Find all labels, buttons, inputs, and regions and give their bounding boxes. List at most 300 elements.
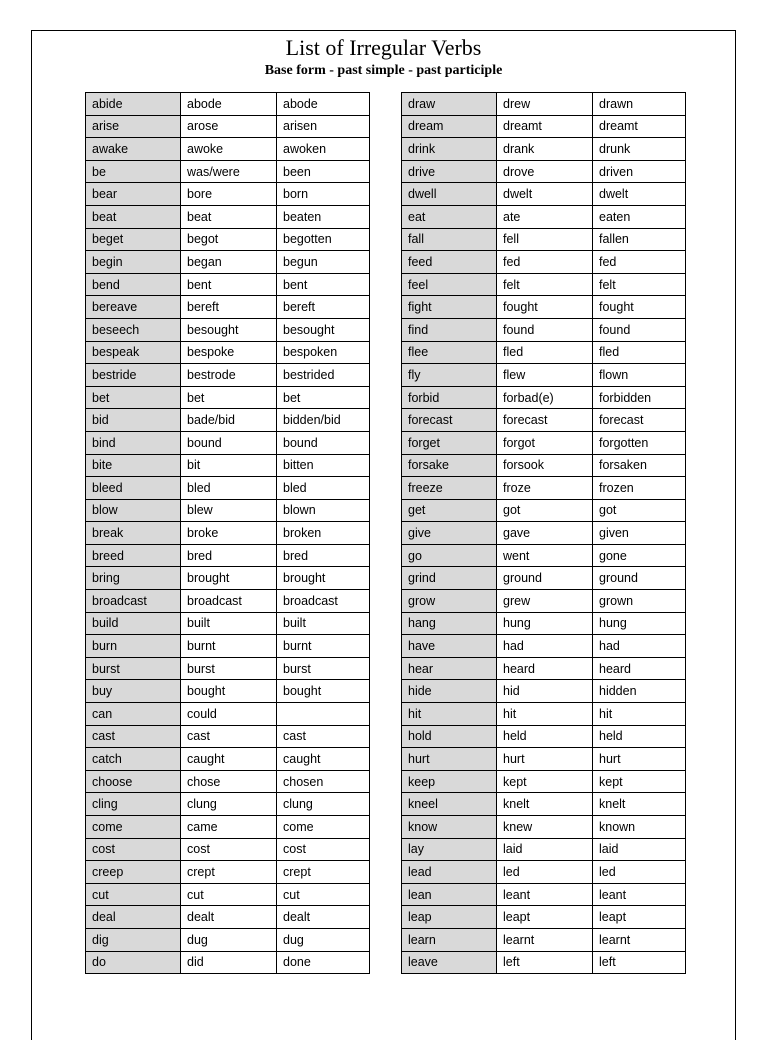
table-row xyxy=(402,816,686,839)
base-form-cell: forbid xyxy=(402,386,497,409)
table-row xyxy=(86,93,370,116)
base-form-cell: leap xyxy=(402,906,497,929)
past-participle-cell: drunk xyxy=(593,138,686,161)
base-form-cell: broadcast xyxy=(86,590,181,613)
table-row xyxy=(402,205,686,228)
past-participle-cell: bereft xyxy=(277,296,370,319)
past-simple-cell: learnt xyxy=(497,928,593,951)
base-form-cell: forecast xyxy=(402,409,497,432)
table-row xyxy=(86,816,370,839)
table-row xyxy=(86,793,370,816)
past-simple-cell: ate xyxy=(497,205,593,228)
past-participle-cell: forgotten xyxy=(593,431,686,454)
base-form-cell: bind xyxy=(86,431,181,454)
base-form-cell: forget xyxy=(402,431,497,454)
past-simple-cell: beat xyxy=(181,205,277,228)
table-row xyxy=(86,748,370,771)
past-simple-cell: forsook xyxy=(497,454,593,477)
past-simple-cell: froze xyxy=(497,477,593,500)
table-row xyxy=(86,567,370,590)
past-simple-cell: broke xyxy=(181,522,277,545)
past-participle-cell: left xyxy=(593,951,686,974)
past-participle-cell: held xyxy=(593,725,686,748)
past-simple-cell: begot xyxy=(181,228,277,251)
past-simple-cell: bore xyxy=(181,183,277,206)
base-form-cell: drive xyxy=(402,160,497,183)
past-participle-cell: eaten xyxy=(593,205,686,228)
base-form-cell: bereave xyxy=(86,296,181,319)
base-form-cell: flee xyxy=(402,341,497,364)
base-form-cell: beget xyxy=(86,228,181,251)
table-row xyxy=(402,138,686,161)
past-participle-cell: fled xyxy=(593,341,686,364)
past-participle-cell: cost xyxy=(277,838,370,861)
past-participle-cell: felt xyxy=(593,273,686,296)
base-form-cell: build xyxy=(86,612,181,635)
past-simple-cell: felt xyxy=(497,273,593,296)
base-form-cell: cling xyxy=(86,793,181,816)
table-row xyxy=(402,544,686,567)
past-participle-cell: knelt xyxy=(593,793,686,816)
base-form-cell: drink xyxy=(402,138,497,161)
past-simple-cell: went xyxy=(497,544,593,567)
table-row xyxy=(402,115,686,138)
past-simple-cell: chose xyxy=(181,770,277,793)
table-row xyxy=(402,183,686,206)
table-row xyxy=(402,657,686,680)
base-form-cell: begin xyxy=(86,251,181,274)
past-simple-cell: hung xyxy=(497,612,593,635)
base-form-cell: kneel xyxy=(402,793,497,816)
base-form-cell: deal xyxy=(86,906,181,929)
table-row xyxy=(86,544,370,567)
past-participle-cell: found xyxy=(593,318,686,341)
past-simple-cell: abode xyxy=(181,93,277,116)
verbs-table-right xyxy=(401,92,686,974)
base-form-cell: awake xyxy=(86,138,181,161)
table-row xyxy=(402,725,686,748)
base-form-cell: fight xyxy=(402,296,497,319)
past-simple-cell: bound xyxy=(181,431,277,454)
page-subtitle: Base form - past simple - past participle xyxy=(264,63,503,78)
document-page xyxy=(31,30,736,1040)
past-simple-cell: was/were xyxy=(181,160,277,183)
past-simple-cell: drove xyxy=(497,160,593,183)
base-form-cell: lead xyxy=(402,861,497,884)
past-participle-cell: laid xyxy=(593,838,686,861)
table-row xyxy=(86,138,370,161)
table-row xyxy=(402,273,686,296)
past-simple-cell: gave xyxy=(497,522,593,545)
base-form-cell: forsake xyxy=(402,454,497,477)
past-simple-cell: fought xyxy=(497,296,593,319)
table-row xyxy=(86,477,370,500)
past-simple-cell: bought xyxy=(181,680,277,703)
past-participle-cell: kept xyxy=(593,770,686,793)
past-participle-cell: hung xyxy=(593,612,686,635)
base-form-cell: feed xyxy=(402,251,497,274)
base-form-cell: buy xyxy=(86,680,181,703)
past-simple-cell: cost xyxy=(181,838,277,861)
table-row xyxy=(86,454,370,477)
base-form-cell: go xyxy=(402,544,497,567)
past-simple-cell: dealt xyxy=(181,906,277,929)
base-form-cell: draw xyxy=(402,93,497,116)
past-simple-cell: bent xyxy=(181,273,277,296)
base-form-cell: dream xyxy=(402,115,497,138)
base-form-cell: learn xyxy=(402,928,497,951)
table-row xyxy=(402,251,686,274)
base-form-cell: hide xyxy=(402,680,497,703)
past-simple-cell: got xyxy=(497,499,593,522)
table-row xyxy=(86,951,370,974)
past-simple-cell: blew xyxy=(181,499,277,522)
past-participle-cell: bestrided xyxy=(277,364,370,387)
table-row xyxy=(86,273,370,296)
base-form-cell: eat xyxy=(402,205,497,228)
table-row xyxy=(402,409,686,432)
past-simple-cell: dreamt xyxy=(497,115,593,138)
past-simple-cell: could xyxy=(181,703,277,726)
base-form-cell: blow xyxy=(86,499,181,522)
base-form-cell: hear xyxy=(402,657,497,680)
past-simple-cell: found xyxy=(497,318,593,341)
past-participle-cell: got xyxy=(593,499,686,522)
past-simple-cell: hurt xyxy=(497,748,593,771)
past-simple-cell: heard xyxy=(497,657,593,680)
table-row xyxy=(86,386,370,409)
past-participle-cell: burnt xyxy=(277,635,370,658)
table-row xyxy=(402,341,686,364)
past-participle-cell: known xyxy=(593,816,686,839)
past-participle-cell: heard xyxy=(593,657,686,680)
past-participle-cell: learnt xyxy=(593,928,686,951)
past-simple-cell: forbad(e) xyxy=(497,386,593,409)
past-simple-cell: brought xyxy=(181,567,277,590)
table-row xyxy=(402,612,686,635)
past-simple-cell: bled xyxy=(181,477,277,500)
past-participle-cell: ground xyxy=(593,567,686,590)
past-simple-cell: began xyxy=(181,251,277,274)
past-participle-cell: dwelt xyxy=(593,183,686,206)
table-row xyxy=(402,228,686,251)
table-row xyxy=(86,612,370,635)
past-simple-cell: fell xyxy=(497,228,593,251)
past-participle-cell: gone xyxy=(593,544,686,567)
past-simple-cell: built xyxy=(181,612,277,635)
base-form-cell: lean xyxy=(402,883,497,906)
base-form-cell: fall xyxy=(402,228,497,251)
past-simple-cell: led xyxy=(497,861,593,884)
past-participle-cell: forecast xyxy=(593,409,686,432)
base-form-cell: beat xyxy=(86,205,181,228)
past-simple-cell: flew xyxy=(497,364,593,387)
table-row xyxy=(402,431,686,454)
past-simple-cell: leant xyxy=(497,883,593,906)
past-simple-cell: burnt xyxy=(181,635,277,658)
base-form-cell: bite xyxy=(86,454,181,477)
table-row xyxy=(86,228,370,251)
past-simple-cell: arose xyxy=(181,115,277,138)
past-participle-cell: grown xyxy=(593,590,686,613)
past-participle-cell: bespoken xyxy=(277,341,370,364)
base-form-cell: dig xyxy=(86,928,181,951)
base-form-cell: hit xyxy=(402,703,497,726)
table-row xyxy=(86,205,370,228)
base-form-cell: cut xyxy=(86,883,181,906)
table-row xyxy=(86,906,370,929)
table-row xyxy=(402,838,686,861)
past-simple-cell: hid xyxy=(497,680,593,703)
base-form-cell: keep xyxy=(402,770,497,793)
table-row xyxy=(86,838,370,861)
past-participle-cell: fed xyxy=(593,251,686,274)
table-row xyxy=(86,883,370,906)
base-form-cell: break xyxy=(86,522,181,545)
base-form-cell: abide xyxy=(86,93,181,116)
base-form-cell: leave xyxy=(402,951,497,974)
table-row xyxy=(402,590,686,613)
past-participle-cell: bred xyxy=(277,544,370,567)
past-participle-cell: blown xyxy=(277,499,370,522)
table-row xyxy=(402,318,686,341)
table-row xyxy=(402,499,686,522)
table-row xyxy=(402,364,686,387)
base-form-cell: fly xyxy=(402,364,497,387)
past-participle-cell: dreamt xyxy=(593,115,686,138)
past-participle-cell: hidden xyxy=(593,680,686,703)
table-row xyxy=(86,703,370,726)
past-participle-cell: done xyxy=(277,951,370,974)
table-row xyxy=(402,928,686,951)
table-row xyxy=(86,251,370,274)
base-form-cell: be xyxy=(86,160,181,183)
past-participle-cell: bidden/bid xyxy=(277,409,370,432)
past-simple-cell: drew xyxy=(497,93,593,116)
past-simple-cell: broadcast xyxy=(181,590,277,613)
base-form-cell: freeze xyxy=(402,477,497,500)
base-form-cell: dwell xyxy=(402,183,497,206)
past-participle-cell: leapt xyxy=(593,906,686,929)
table-row xyxy=(402,522,686,545)
base-form-cell: bestride xyxy=(86,364,181,387)
past-simple-cell: bit xyxy=(181,454,277,477)
table-row xyxy=(86,590,370,613)
past-participle-cell: led xyxy=(593,861,686,884)
past-participle-cell: built xyxy=(277,612,370,635)
past-simple-cell: left xyxy=(497,951,593,974)
base-form-cell: bend xyxy=(86,273,181,296)
verbs-table-left xyxy=(85,92,370,974)
past-participle-cell: bound xyxy=(277,431,370,454)
past-simple-cell: forecast xyxy=(497,409,593,432)
base-form-cell: bring xyxy=(86,567,181,590)
past-participle-cell: crept xyxy=(277,861,370,884)
past-simple-cell: bet xyxy=(181,386,277,409)
past-simple-cell: caught xyxy=(181,748,277,771)
table-row xyxy=(86,635,370,658)
past-simple-cell: cut xyxy=(181,883,277,906)
past-simple-cell: fed xyxy=(497,251,593,274)
past-participle-cell: leant xyxy=(593,883,686,906)
base-form-cell: do xyxy=(86,951,181,974)
table-row xyxy=(402,793,686,816)
past-simple-cell: bespoke xyxy=(181,341,277,364)
past-simple-cell: bade/bid xyxy=(181,409,277,432)
table-row xyxy=(402,93,686,116)
table-row xyxy=(86,522,370,545)
base-form-cell: beseech xyxy=(86,318,181,341)
table-row xyxy=(402,951,686,974)
past-participle-cell: frozen xyxy=(593,477,686,500)
past-participle-cell: begun xyxy=(277,251,370,274)
table-row xyxy=(402,861,686,884)
past-participle-cell: hurt xyxy=(593,748,686,771)
past-participle-cell: bet xyxy=(277,386,370,409)
past-participle-cell: drawn xyxy=(593,93,686,116)
table-row xyxy=(402,635,686,658)
base-form-cell: cast xyxy=(86,725,181,748)
base-form-cell: know xyxy=(402,816,497,839)
past-simple-cell: awoke xyxy=(181,138,277,161)
base-form-cell: give xyxy=(402,522,497,545)
past-simple-cell: laid xyxy=(497,838,593,861)
table-row xyxy=(86,499,370,522)
table-row xyxy=(402,703,686,726)
table-row xyxy=(402,567,686,590)
past-participle-cell: brought xyxy=(277,567,370,590)
table-row xyxy=(402,906,686,929)
table-row xyxy=(86,409,370,432)
past-simple-cell: came xyxy=(181,816,277,839)
past-participle-cell: broken xyxy=(277,522,370,545)
table-row xyxy=(402,477,686,500)
table-row xyxy=(86,183,370,206)
past-simple-cell: dwelt xyxy=(497,183,593,206)
base-form-cell: burst xyxy=(86,657,181,680)
past-simple-cell: knew xyxy=(497,816,593,839)
base-form-cell: burn xyxy=(86,635,181,658)
past-simple-cell: leapt xyxy=(497,906,593,929)
past-simple-cell: knelt xyxy=(497,793,593,816)
table-row xyxy=(86,318,370,341)
past-participle-cell: hit xyxy=(593,703,686,726)
past-simple-cell: held xyxy=(497,725,593,748)
past-participle-cell: fought xyxy=(593,296,686,319)
table-row xyxy=(86,928,370,951)
past-participle-cell: bought xyxy=(277,680,370,703)
table-row xyxy=(86,861,370,884)
past-participle-cell: begotten xyxy=(277,228,370,251)
base-form-cell: creep xyxy=(86,861,181,884)
base-form-cell: choose xyxy=(86,770,181,793)
past-participle-cell: forsaken xyxy=(593,454,686,477)
past-participle-cell: burst xyxy=(277,657,370,680)
table-row xyxy=(402,296,686,319)
past-simple-cell: kept xyxy=(497,770,593,793)
past-participle-cell: been xyxy=(277,160,370,183)
table-row xyxy=(86,431,370,454)
base-form-cell: feel xyxy=(402,273,497,296)
past-participle-cell: dug xyxy=(277,928,370,951)
table-row xyxy=(402,454,686,477)
base-form-cell: come xyxy=(86,816,181,839)
past-participle-cell: cut xyxy=(277,883,370,906)
past-participle-cell xyxy=(277,703,370,726)
base-form-cell: cost xyxy=(86,838,181,861)
past-participle-cell: cast xyxy=(277,725,370,748)
base-form-cell: bid xyxy=(86,409,181,432)
table-row xyxy=(86,680,370,703)
past-simple-cell: burst xyxy=(181,657,277,680)
past-participle-cell: bitten xyxy=(277,454,370,477)
past-simple-cell: bestrode xyxy=(181,364,277,387)
table-row xyxy=(86,115,370,138)
base-form-cell: get xyxy=(402,499,497,522)
past-participle-cell: had xyxy=(593,635,686,658)
past-participle-cell: come xyxy=(277,816,370,839)
past-simple-cell: had xyxy=(497,635,593,658)
past-simple-cell: hit xyxy=(497,703,593,726)
past-participle-cell: fallen xyxy=(593,228,686,251)
table-row xyxy=(86,657,370,680)
past-simple-cell: ground xyxy=(497,567,593,590)
past-participle-cell: abode xyxy=(277,93,370,116)
table-row xyxy=(402,748,686,771)
table-row xyxy=(86,160,370,183)
base-form-cell: arise xyxy=(86,115,181,138)
past-simple-cell: drank xyxy=(497,138,593,161)
base-form-cell: grow xyxy=(402,590,497,613)
past-simple-cell: fled xyxy=(497,341,593,364)
table-row xyxy=(86,296,370,319)
base-form-cell: catch xyxy=(86,748,181,771)
past-simple-cell: did xyxy=(181,951,277,974)
past-simple-cell: crept xyxy=(181,861,277,884)
past-simple-cell: bred xyxy=(181,544,277,567)
past-participle-cell: bled xyxy=(277,477,370,500)
past-participle-cell: flown xyxy=(593,364,686,387)
table-row xyxy=(402,770,686,793)
base-form-cell: hold xyxy=(402,725,497,748)
base-form-cell: bear xyxy=(86,183,181,206)
base-form-cell: hurt xyxy=(402,748,497,771)
past-participle-cell: born xyxy=(277,183,370,206)
base-form-cell: hang xyxy=(402,612,497,635)
past-simple-cell: forgot xyxy=(497,431,593,454)
past-simple-cell: besought xyxy=(181,318,277,341)
base-form-cell: grind xyxy=(402,567,497,590)
base-form-cell: can xyxy=(86,703,181,726)
past-participle-cell: beaten xyxy=(277,205,370,228)
past-participle-cell: given xyxy=(593,522,686,545)
table-row xyxy=(86,725,370,748)
past-participle-cell: forbidden xyxy=(593,386,686,409)
past-participle-cell: awoken xyxy=(277,138,370,161)
past-simple-cell: dug xyxy=(181,928,277,951)
past-participle-cell: dealt xyxy=(277,906,370,929)
base-form-cell: lay xyxy=(402,838,497,861)
past-participle-cell: bent xyxy=(277,273,370,296)
past-participle-cell: driven xyxy=(593,160,686,183)
page-title: List of Irregular Verbs xyxy=(285,35,482,60)
past-simple-cell: grew xyxy=(497,590,593,613)
past-participle-cell: broadcast xyxy=(277,590,370,613)
base-form-cell: find xyxy=(402,318,497,341)
past-participle-cell: caught xyxy=(277,748,370,771)
past-participle-cell: chosen xyxy=(277,770,370,793)
table-row xyxy=(402,883,686,906)
